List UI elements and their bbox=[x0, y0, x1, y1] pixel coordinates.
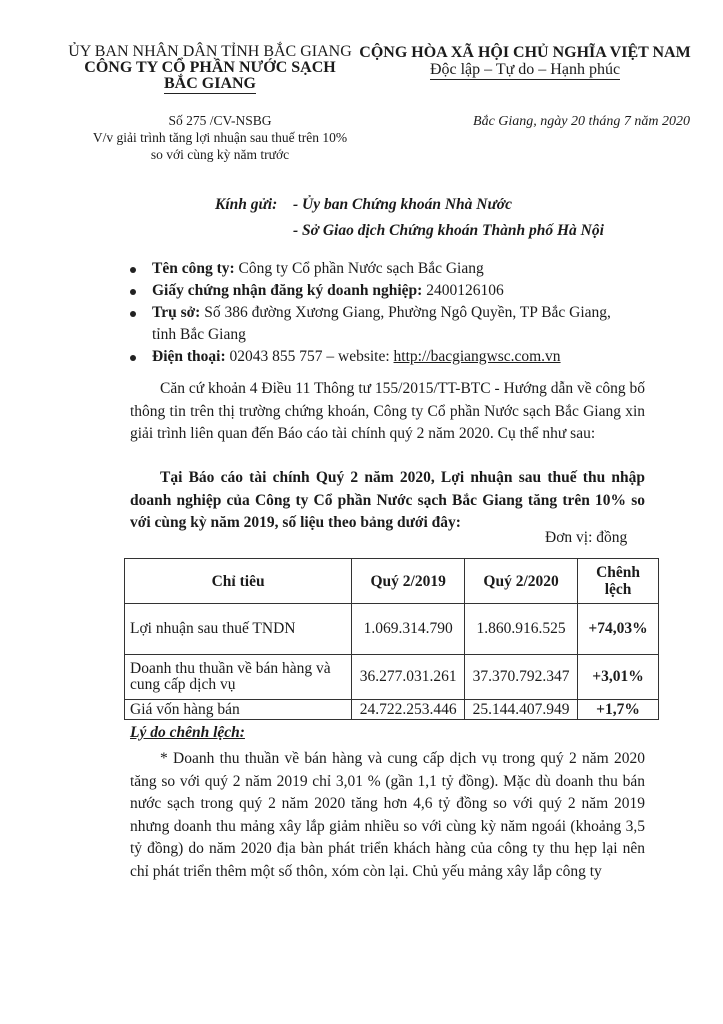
row-label: Lợi nhuận sau thuế TNDN bbox=[125, 604, 352, 655]
bullet-icon bbox=[130, 311, 136, 317]
header-q2-2020: Quý 2/2020 bbox=[465, 559, 578, 604]
national-motto-block bbox=[355, 44, 695, 78]
header-indicator: Chỉ tiêu bbox=[125, 559, 352, 604]
table-row bbox=[125, 604, 659, 655]
cell-value: 1.860.916.525 bbox=[465, 604, 578, 655]
intro-paragraph: Căn cứ khoản 4 Điều 11 Thông tư 155/2015/TT-BTC - Hướng dẫn về công bố thông tin trên thị trường chứng khoán, Công ty Cổ phần Nước sạch Bắc Giang xin giải trình liên quan đến Báo cáo tài chính quý 2 năm 2020. Cụ thể như sau: bbox=[130, 380, 645, 442]
company-info-list bbox=[130, 258, 660, 368]
reasons-title: Lý do chênh lệch: bbox=[130, 724, 245, 741]
issuer-company-location: BẮC GIANG bbox=[163, 75, 256, 92]
summary-paragraph: Tại Báo cáo tài chính Quý 2 năm 2020, Lợi nhuận sau thuế thu nhập doanh nghiệp của Công ty Cổ phần Nước sạch Bắc Giang tăng trên 10% so với cùng kỳ năm 2019, số liệu theo bảng dưới đây: bbox=[130, 469, 645, 531]
document-subject-line1: V/v giải trình tăng lợi nhuận sau thuế trên 10% bbox=[92, 130, 348, 145]
bullet-icon bbox=[130, 267, 136, 273]
header-difference: Chênh lệch bbox=[578, 559, 659, 604]
cell-value: 36.277.031.261 bbox=[352, 655, 465, 700]
addressee-2: - Sở Giao dịch Chứng khoán Thành phố Hà Nội bbox=[293, 222, 604, 239]
unit-label: Đơn vị: đồng bbox=[545, 529, 628, 546]
table-row bbox=[125, 700, 659, 720]
national-title: CỘNG HÒA XÃ HỘI CHỦ NGHĨA VIỆT NAM bbox=[359, 44, 691, 61]
document-subject-line2: so với cùng kỳ năm trước bbox=[150, 147, 290, 162]
phone-item: Điện thoại: 02043 855 757 – website: http://bacgiangwsc.com.vn bbox=[130, 346, 660, 368]
reasons-paragraph: * Doanh thu thuần về bán hàng và cung cấp dịch vụ trong quý 2 năm 2020 tăng so với quý 2 năm 2019 chỉ 3,01 % (gần 1,1 tỷ đồng). Mặc dù doanh thu bán nước sạch trong quý 2 năm 2020 tăng hơn 4,6 tỷ đồng so với quý 2 năm 2019 nhưng doanh thu mảng xây lắp giảm nhiều so với cùng kỳ năm ngoái (khoảng 3,5 tỷ đồng) do năm 2020 địa bàn phát triển khách hàng của công ty thu hẹp lại nên chỉ phát triển thêm một số thôn, xóm còn lại. Chủ yếu mảng xây lắp công ty bbox=[130, 750, 645, 880]
row-label: Doanh thu thuần về bán hàng và cung cấp dịch vụ bbox=[125, 655, 352, 700]
cell-value: 37.370.792.347 bbox=[465, 655, 578, 700]
national-motto: Độc lập – Tự do – Hạnh phúc bbox=[429, 61, 621, 78]
addressee-1: - Ủy ban Chứng khoán Nhà Nước bbox=[293, 196, 512, 213]
issuer-authority: ỦY BAN NHÂN DÂN TỈNH BẮC GIANG bbox=[68, 43, 352, 60]
bullet-icon bbox=[130, 355, 136, 361]
document-number: Số 275 /CV-NSBG bbox=[168, 113, 272, 128]
issuer-block bbox=[60, 44, 360, 92]
website-link[interactable]: http://bacgiangwsc.com.vn bbox=[393, 348, 561, 365]
cell-difference: +74,03% bbox=[578, 604, 659, 655]
reference-block bbox=[60, 112, 380, 163]
header-q2-2019: Quý 2/2019 bbox=[352, 559, 465, 604]
cell-value: 25.144.407.949 bbox=[465, 700, 578, 720]
cell-difference: +3,01% bbox=[578, 655, 659, 700]
table-header-row bbox=[125, 559, 659, 604]
addressee-label: Kính gửi: bbox=[215, 196, 278, 213]
cell-value: 1.069.314.790 bbox=[352, 604, 465, 655]
addressee-block bbox=[215, 192, 604, 244]
head-office-item: Trụ sở: Số 386 đường Xương Giang, Phường Ngô Quyền, TP Bắc Giang, tỉnh Bắc Giang bbox=[130, 302, 660, 346]
row-label: Giá vốn hàng bán bbox=[125, 700, 352, 720]
business-cert-item: Giấy chứng nhận đăng ký doanh nghiệp: 2400126106 bbox=[130, 280, 660, 302]
document-date: Bắc Giang, ngày 20 tháng 7 năm 2020 bbox=[473, 114, 690, 129]
financial-table bbox=[124, 558, 659, 720]
company-name-item: Tên công ty: Công ty Cổ phần Nước sạch Bắc Giang bbox=[130, 258, 660, 280]
bullet-icon bbox=[130, 289, 136, 295]
issuer-company: CÔNG TY CỔ PHẦN NƯỚC SẠCH bbox=[84, 59, 336, 76]
table-row bbox=[125, 655, 659, 700]
cell-difference: +1,7% bbox=[578, 700, 659, 720]
cell-value: 24.722.253.446 bbox=[352, 700, 465, 720]
